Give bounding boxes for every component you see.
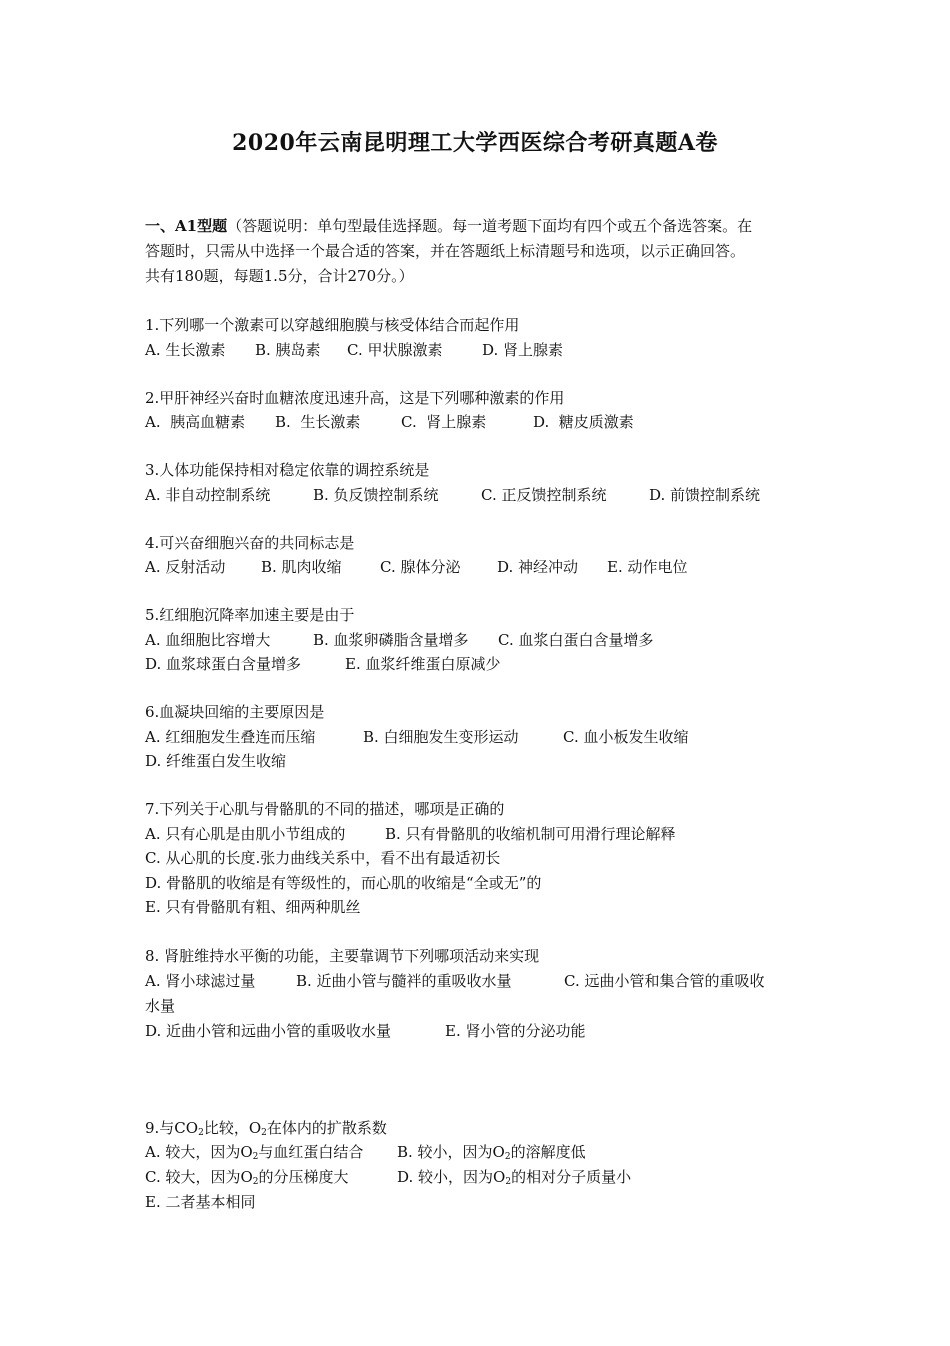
option: C. 腺体分泌 (380, 558, 461, 576)
section-intro-text-3: 共有180题，每题1.5分，合计270分。） (145, 267, 414, 285)
option: D. 神经冲动 (497, 558, 579, 576)
option: C. 正反馈控制系统 (481, 486, 607, 504)
option: B. 近曲小管与髓袢的重吸收水量 (296, 972, 512, 990)
option: B. 胰岛素 (255, 341, 321, 359)
option: E. 血浆纤维蛋白原减少 (345, 655, 501, 673)
section-intro-text-1: （答题说明：单句型最佳选择题。每一道考题下面均有四个或五个备选答案。在 (227, 217, 753, 235)
question-1-stem: 1.下列哪一个激素可以穿越细胞膜与核受体结合而起作用 (145, 316, 520, 334)
question-7-option-c: C. 从心肌的长度.张力曲线关系中，看不出有最适初长 (145, 849, 501, 867)
option: A. 生长激素 (145, 341, 226, 359)
question-7-option-e: E. 只有骨骼肌有粗、细两种肌丝 (145, 898, 361, 916)
question-7-options-line-1 (145, 822, 825, 846)
option: A. 只有心肌是由肌小节组成的 (145, 825, 346, 843)
option: D. 糖皮质激素 (533, 413, 634, 431)
option: B. 负反馈控制系统 (313, 486, 439, 504)
option: C. 远曲小管和集合管的重吸收 (564, 972, 765, 990)
option: A. 血细胞比容增大 (145, 631, 271, 649)
subscript: 2 (261, 1128, 267, 1138)
question-1-options (145, 338, 825, 362)
option: D. 前馈控制系统 (649, 486, 761, 504)
option: E. 动作电位 (607, 558, 688, 576)
option: D. 近曲小管和远曲小管的重吸收水量 (145, 1022, 392, 1040)
question-8-stem: 8. 肾脏维持水平衡的功能，主要靠调节下列哪项活动来实现 (145, 947, 540, 965)
question-9-option-e: E. 二者基本相同 (145, 1193, 256, 1211)
stem-part: 在体内的扩散系数 (266, 1119, 387, 1137)
option: C. 较大，因为$O_2$的分压梯度大 (145, 1168, 349, 1187)
option: A. 肾小球滤过量 (145, 972, 256, 990)
option: A. 反射活动 (145, 558, 226, 576)
question-2-options (145, 410, 825, 434)
question-5-options-line-2 (145, 652, 825, 676)
question-4-options (145, 555, 825, 579)
option: D. 较小，因为$O_2$的相对分子质量小 (397, 1168, 632, 1187)
option: B. 只有骨骼肌的收缩机制可用滑行理论解释 (385, 825, 676, 843)
section-label: 一、A1型题 (145, 217, 228, 235)
option: A. 非自动控制系统 (145, 486, 271, 504)
option: B. 生长激素 (275, 413, 361, 431)
question-3-options (145, 483, 825, 507)
option: C. 肾上腺素 (401, 413, 487, 431)
option: C. 甲状腺激素 (347, 341, 443, 359)
page-title: 2020年云南昆明理工大学西医综合考研真题A卷 (232, 130, 718, 156)
question-6-stem: 6.血凝块回缩的主要原因是 (145, 703, 325, 721)
option: D. 血浆球蛋白含量增多 (145, 655, 302, 673)
option: B. 白细胞发生变形运动 (363, 728, 519, 746)
subscript: 2 (198, 1128, 204, 1138)
option: E. 肾小管的分泌功能 (445, 1022, 586, 1040)
option: D. 纤维蛋白发生收缩 (145, 752, 287, 770)
question-4-stem: 4.可兴奋细胞兴奋的共同标志是 (145, 534, 355, 552)
question-6-options-line-2 (145, 749, 825, 773)
question-7-option-d: D. 骨骼肌的收缩是有等级性的，而心肌的收缩是“全或无”的 (145, 874, 542, 892)
question-5-stem: 5.红细胞沉降率加速主要是由于 (145, 606, 355, 624)
question-3-stem: 3.人体功能保持相对稳定依靠的调控系统是 (145, 461, 430, 479)
option: B. 血浆卵磷脂含量增多 (313, 631, 469, 649)
option: B. 肌肉收缩 (261, 558, 342, 576)
option: A. 较大，因为$O_2$与血红蛋白结合 (145, 1143, 364, 1162)
section-intro-text-2: 答题时，只需从中选择一个最合适的答案，并在答题纸上标清题号和选项，以示正确回答。 (145, 242, 746, 260)
question-8-option-c-wrap: 水量 (145, 997, 176, 1015)
question-8-options-line-1 (145, 969, 825, 993)
option: C. 血小板发生收缩 (563, 728, 689, 746)
section-intro (145, 214, 815, 289)
question-2-stem: 2.甲肝神经兴奋时血糖浓度迅速升高，这是下列哪种激素的作用 (145, 389, 565, 407)
question-8-options-line-2 (145, 1019, 825, 1043)
question-7-stem: 7.下列关于心肌与骨骼肌的不同的描述，哪项是正确的 (145, 800, 505, 818)
question-6-options-line-1 (145, 725, 825, 749)
stem-part: 比较，O (203, 1119, 262, 1137)
stem-part: 9.与CO (145, 1119, 199, 1137)
option: D. 肾上腺素 (482, 341, 564, 359)
option: A. 红细胞发生叠连而压缩 (145, 728, 316, 746)
option: B. 较小，因为$O_2$的溶解度低 (397, 1143, 586, 1162)
option: C. 血浆白蛋白含量增多 (498, 631, 654, 649)
option: A. 胰高血糖素 (145, 413, 246, 431)
question-5-options-line-1 (145, 628, 825, 652)
